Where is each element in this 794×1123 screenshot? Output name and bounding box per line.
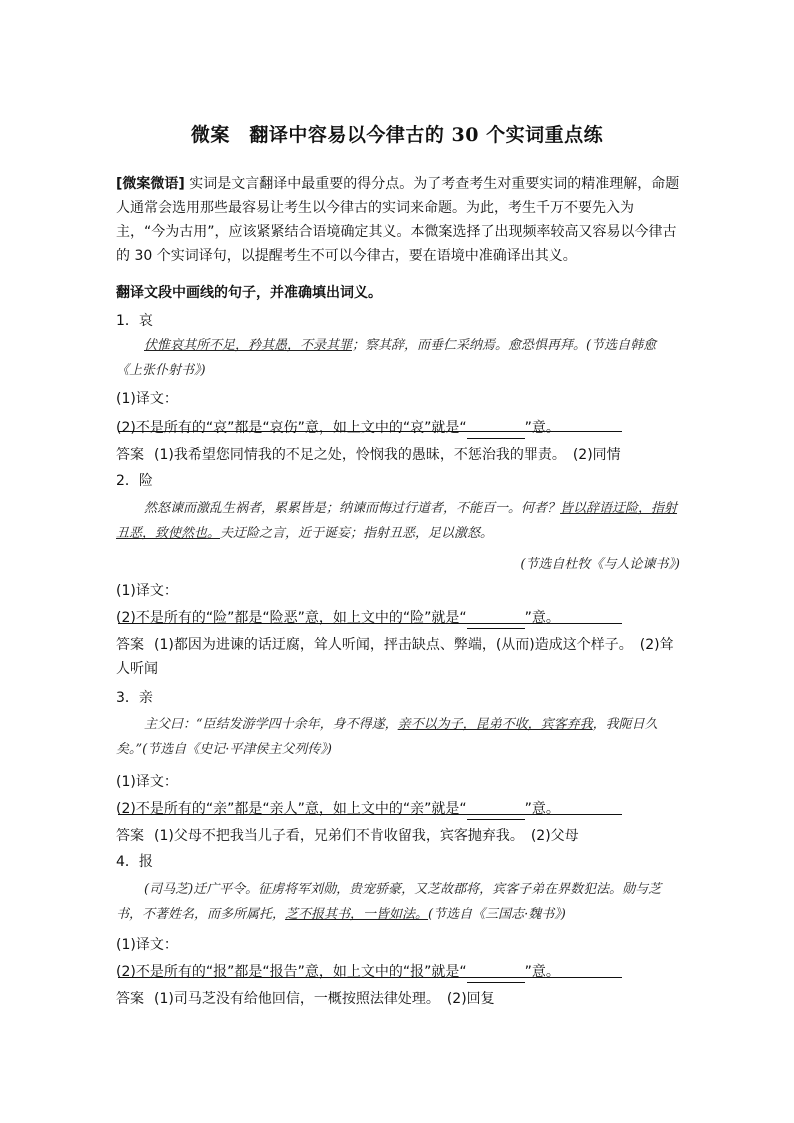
answer-label: 答案 [116, 637, 144, 653]
answer-text: (1)父母不把我当儿子看，兄弟们不肯收留我，宾客抛弃我。 (2)父母 [154, 828, 579, 844]
answer [116, 443, 680, 467]
item-passage: 主父曰：“臣结发游学四十余年，身不得遂，亲不以为子，昆弟不收，宾客弃我，我阨日久矣。”(节选自《史记·平津侯主父列传》) [116, 717, 658, 757]
underlined-sentence: 伏惟哀其所不足，矜其愚，不录其罪 [144, 338, 353, 353]
source-note: (节选自杜牧《与人论谏书》) [520, 557, 680, 572]
item-heading: 1．哀 [116, 313, 153, 329]
word-blank[interactable] [467, 614, 525, 629]
item-heading: 2．险 [116, 473, 153, 489]
page-title: 微案 翻译中容易以今律古的 30 个实词重点练 [190, 124, 604, 146]
instruction: 翻译文段中画线的句子，并准确填出词义。 [116, 285, 382, 301]
item-heading: 3．亲 [116, 690, 153, 706]
answer-label: 答案 [116, 828, 144, 844]
fill-row: (2)不是所有的“报”都是“报告”意，如上文中的“报”就是“ ”意。 [116, 961, 680, 983]
intro-tag: [微案微语] [116, 176, 185, 192]
answer-text: (1)司马芝没有给他回信，一概按照法律处理。 (2)回复 [154, 991, 495, 1007]
answer [116, 633, 680, 681]
fill-row: (2)不是所有的“哀”都是“哀伤”意，如上文中的“哀”就是“ ”意。 [116, 417, 680, 439]
item-passage: 然怒谏而激乱生祸者，累累皆是；纳谏而悔过行道者，不能百一。何者？皆以辞语迂险，指射丑恶，致使然也。夫迂险之言，近于诞妄；指射丑恶，足以激怒。 [116, 501, 678, 541]
answer-label: 答案 [116, 447, 144, 463]
underlined-sentence: 皆以辞语迂险，指射丑恶，致使然也。 [116, 501, 678, 541]
translation-label: (1)译文： [116, 937, 178, 953]
answer [116, 987, 680, 1011]
underlined-sentence: 亲不以为子，昆弟不收，宾客弃我 [397, 717, 593, 732]
fill-row: (2)不是所有的“亲”都是“亲人”意，如上文中的“亲”就是“ ”意。 [116, 798, 680, 820]
translation-label: (1)译文： [116, 391, 178, 407]
item-passage: (司马芝)迁广平令。征虏将军刘勋，贵宠骄豪，又芝故郡将，宾客子弟在界数犯法。勋与芝书，不著姓名，而多所属托，芝不报其书，一皆如法。(节选自《三国志·魏书》) [116, 882, 662, 922]
answer-text: (1)都因为进谏的话迂腐，耸人听闻，抨击缺点、弊端，(从而)造成这个样子。 (2)耸人听闻 [116, 637, 674, 677]
item-heading: 4．报 [116, 854, 153, 870]
intro-paragraph [116, 172, 680, 268]
answer-text: (1)我希望您同情我的不足之处，怜悯我的愚昧，不惩治我的罪责。 (2)同情 [154, 447, 621, 463]
fill-row: (2)不是所有的“险”都是“险恶”意，如上文中的“险”就是“ ”意。 [116, 607, 680, 629]
underlined-sentence: 芝不报其书，一皆如法。 [285, 907, 429, 922]
word-blank[interactable] [467, 805, 525, 820]
word-blank[interactable] [467, 424, 525, 439]
translation-label: (1)译文： [116, 583, 178, 599]
answer [116, 824, 680, 848]
intro-text: 实词是文言翻译中最重要的得分点。为了考查考生对重要实词的精准理解，命题人通常会选用那些最容易让考生以今律古的实词来命题。为此，考生千万不要先入为主，“今为古用”，应该紧紧结合语境确定其义。本微案选择了出现频率较高又容易以今律古的 30 个实词译句，以提醒考生不可以今律古，要在语境中准确译出其义。 [116, 176, 680, 264]
item-passage: 伏惟哀其所不足，矜其愚，不录其罪；察其辞，而垂仁采纳焉。愈恐惧再拜。(节选自韩愈《上张仆射书》) [116, 338, 657, 378]
translation-label: (1)译文： [116, 774, 178, 790]
word-blank[interactable] [467, 968, 525, 983]
answer-label: 答案 [116, 991, 144, 1007]
